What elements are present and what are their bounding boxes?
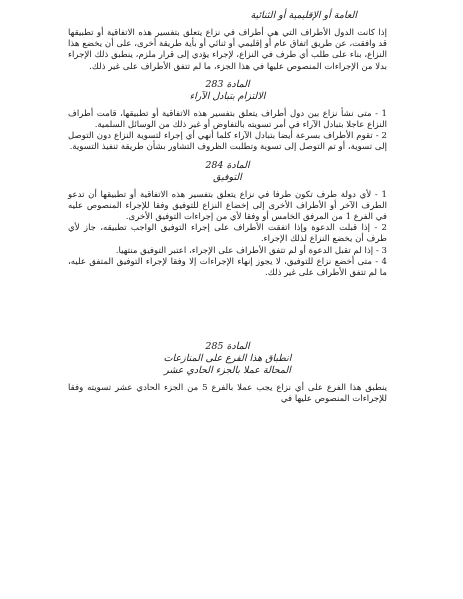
article-285-subtitle: المحالة عملا بالجزء الحادي عشر	[164, 365, 291, 377]
section-heading: العامة أو الإقليمية أو الثنائية	[250, 10, 357, 21]
article-284-para-3: 3 - إذا لم تقبل الدعوة أو لم تتفق الأطراف على الإجراء، اعتبر التوفيق منتهيا.	[115, 245, 387, 256]
article-283-para-1: 1 - متى نشأ نزاع بين دول أطراف يتعلق بتفسير هذه الاتفاقية أو تطبيقها، قامت أطراف النزاع عاجلا بتبادل الآراء في أمر تسويته بالتفاوض أو غير ذلك من الوسائل السلمية.	[68, 108, 387, 131]
article-284-para-2: 2 - إذا قبلت الدعوة وإذا اتفقت الأطراف على إجراء التوفيق الواجب تطبيقه، جاز لأي طرف أن يخضع النزاع لذلك الإجراء.	[68, 223, 387, 245]
intro-paragraph: إذا كانت الدول الأطراف التي هي أطراف في نزاع يتعلق بتفسير هذه الاتفاقية أو تطبيقها قد وافقت، عن طريق اتفاق عام أو إقليمي أو ثنائي أو بأية طريقة أخرى، على أن يخضع هذا النزاع، بناء على طلب أي طرف في النزاع، لإجراء يؤدي إلى قرار ملزم، ينطبق ذلك الإجراء بدلا من الإجراءات المنصوص عليها في هذا الجزء، ما لم تتفق الأطراف على غير ذلك.	[68, 28, 387, 72]
article-284-title: التوفيق	[213, 171, 242, 183]
article-283-para-2: 2 - تقوم الأطراف بسرعة أيضا بتبادل الآراء كلما أنهي أي إجراء لتسوية النزاع دون التوصل إلى تسوية، أو تم التوصل إلى تسوية وتطلبت الظروف التشاور بشأن طريقة تنفيذ التسوية.	[68, 131, 387, 153]
article-283-title: الالتزام بتبادل الآراء	[189, 90, 266, 102]
article-284-para-1: 1 - لأي دولة طرف تكون طرفا في نزاع يتعلق بتفسير هذه الاتفاقية أو تطبيقها أن تدعو الطرف الآخر أو الأطراف الأخرى إلى إخضاع النزاع للتوفيق وفقا للإجراء المنصوص عليه في الفرع 1 من المرفق الخامس أو وفقا لأي من إجراءات التوفيق الأخرى.	[68, 189, 387, 223]
article-285-para-1: ينطبق هذا الفرع على أي نزاع يجب عملا بالفرع 5 من الجزء الحادي عشر تسويته وفقا للإجراءات المنصوص عليها في	[68, 383, 387, 405]
article-283-number: المادة 283	[205, 78, 250, 90]
article-285-number: المادة 285	[205, 341, 250, 353]
article-285-title: انطباق هذا الفرع على المنازعات	[163, 353, 292, 365]
article-284-para-4: 4 - متى أخضع نزاع للتوفيق، لا يجوز إنهاء الإجراءات إلا وفقا لإجراء التوفيق المتفق عليه، ما لم تتفق الأطراف على غير ذلك.	[68, 256, 387, 279]
article-284-number: المادة 284	[205, 159, 250, 171]
